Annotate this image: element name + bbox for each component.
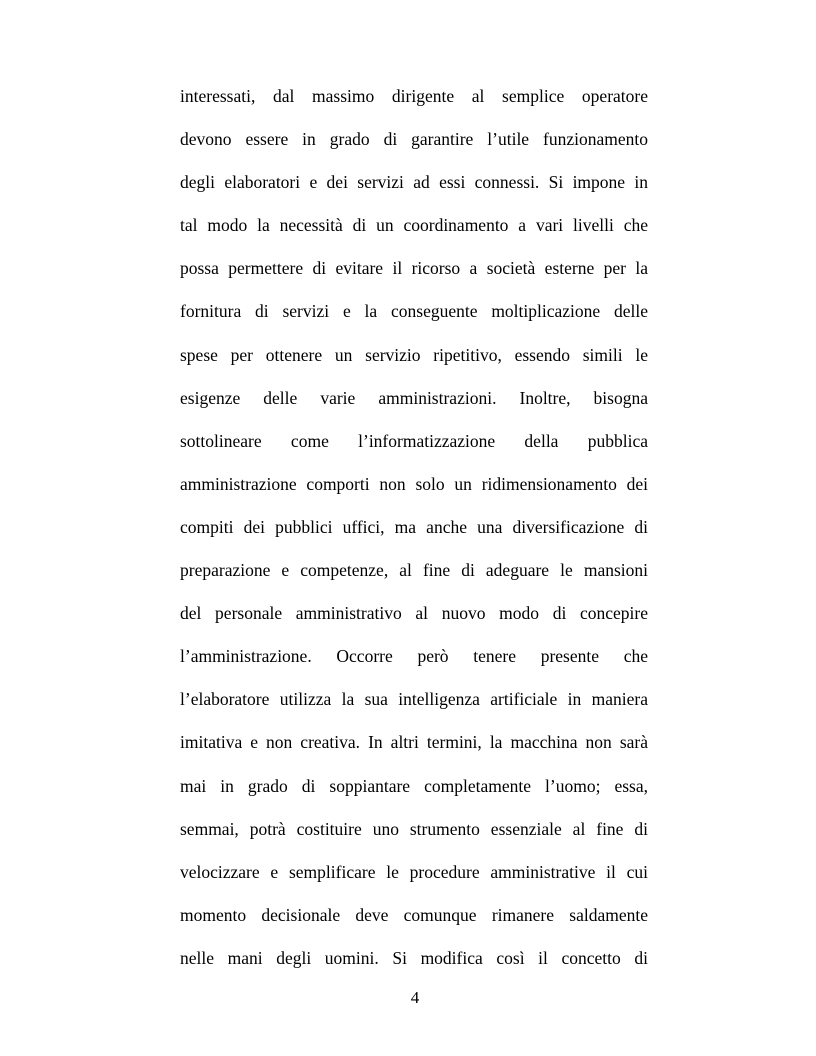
text-line: velocizzare e semplificare le procedure amministrative il cui [180, 861, 648, 882]
text-line: del personale amministrativo al nuovo modo di concepire [180, 603, 648, 624]
text-line: interessati, dal massimo dirigente al semplice operatore [180, 86, 648, 106]
text-line: devono essere in grado di garantire l’utile funzionamento [180, 129, 648, 150]
text-line: imitativa e non creativa. In altri termini, la macchina non sarà [180, 732, 648, 753]
text-line: fornitura di servizi e la conseguente moltiplicazione delle [180, 301, 648, 322]
text-line: esigenze delle varie amministrazioni. Inoltre, bisogna [180, 387, 648, 408]
text-line: compiti dei pubblici uffici, ma anche una diversificazione di [180, 516, 648, 537]
text-line: amministrazione comporti non solo un ridimensionamento dei [180, 473, 648, 494]
text-line: sottolineare come l’informatizzazione della pubblica [180, 430, 648, 451]
text-line: spese per ottenere un servizio ripetitivo, essendo simili le [180, 344, 648, 365]
text-line: momento decisionale deve comunque rimanere saldamente [180, 904, 648, 925]
text-line: preparazione e competenze, al fine di adeguare le mansioni [180, 560, 648, 581]
text-line: possa permettere di evitare il ricorso a società esterne per la [180, 258, 648, 279]
page-number: 4 [410, 988, 420, 1007]
text-line: nelle mani degli uomini. Si modifica così il concetto di [180, 947, 648, 968]
text-line: l’amministrazione. Occorre però tenere presente che [180, 646, 648, 667]
text-line: degli elaboratori e dei servizi ad essi connessi. Si impone in [180, 172, 648, 193]
text-line: mai in grado di soppiantare completamente l’uomo; essa, [180, 775, 648, 796]
text-line: semmai, potrà costituire uno strumento essenziale al fine di [180, 818, 648, 839]
text-line: tal modo la necessità di un coordinamento a vari livelli che [180, 215, 648, 236]
body-paragraph [180, 80, 648, 985]
text-line: l’elaboratore utilizza la sua intelligenza artificiale in maniera [180, 689, 648, 710]
